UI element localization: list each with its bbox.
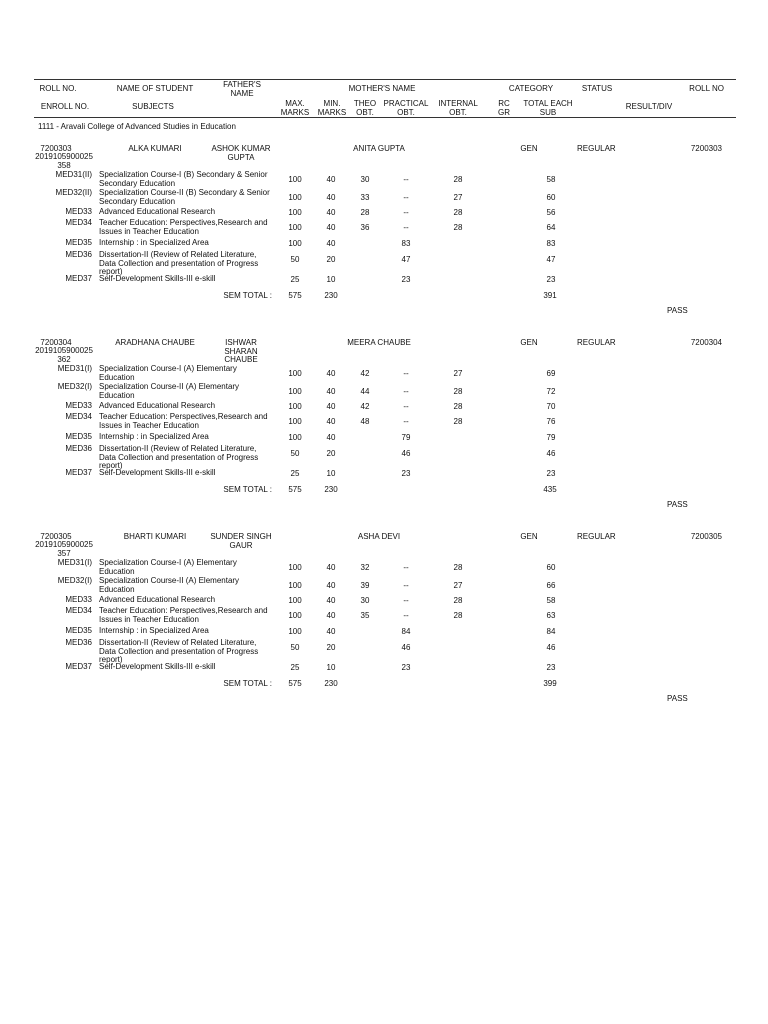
subject-name: Specialization Course-II (A) Elementary Education [99, 382, 240, 400]
subject-code: MED36 [65, 250, 92, 259]
subject-practical: -- [403, 611, 409, 620]
subject-name: Internship : in Specialized Area [99, 238, 209, 247]
subject-practical: -- [403, 596, 409, 605]
subject-max-marks: 100 [288, 239, 302, 248]
subject-total: 23 [546, 275, 556, 284]
subject-max-marks: 100 [288, 369, 302, 378]
subject-min-marks: 10 [326, 469, 336, 478]
student-category: GEN [520, 532, 538, 541]
student-enroll-no: 2019105900025 357 [35, 540, 93, 558]
subject-practical: -- [403, 387, 409, 396]
subject-theory: 35 [360, 611, 370, 620]
subject-code: MED32(I) [57, 576, 92, 585]
subject-name: Advanced Educational Research [99, 401, 216, 410]
subject-name: Self-Development Skills-III e-skill [99, 662, 216, 671]
subject-theory: 30 [360, 175, 370, 184]
subject-practical: -- [403, 369, 409, 378]
subject-min-marks: 40 [326, 581, 336, 590]
subject-internal: 28 [453, 611, 463, 620]
subject-name: Advanced Educational Research [99, 207, 216, 216]
subject-max-marks: 50 [290, 449, 300, 458]
subject-theory: 30 [360, 596, 370, 605]
college-name: 1111 - Aravali College of Advanced Studies in Education [38, 122, 236, 131]
subject-theory: 33 [360, 193, 370, 202]
header-theo-obt: THEO OBT. [353, 99, 377, 117]
subject-internal: 27 [453, 581, 463, 590]
subject-code: MED34 [65, 412, 92, 421]
student-mother-name: MEERA CHAUBE [347, 338, 411, 347]
subject-max-marks: 100 [288, 402, 302, 411]
header-name-of-student: NAME OF STUDENT [116, 84, 194, 93]
subject-min-marks: 20 [326, 449, 336, 458]
subject-total: 60 [546, 193, 556, 202]
subject-min-marks: 40 [326, 417, 336, 426]
subject-code: MED34 [65, 218, 92, 227]
student-enroll-no: 2019105900025 358 [35, 152, 93, 170]
header-enroll-no: ENROLL NO. [40, 102, 90, 111]
sem-min-total: 230 [324, 291, 338, 300]
subject-name: Internship : in Specialized Area [99, 432, 209, 441]
subject-total: 72 [546, 387, 556, 396]
subject-max-marks: 25 [290, 275, 300, 284]
subject-practical: -- [403, 193, 409, 202]
subject-code: MED34 [65, 606, 92, 615]
subject-practical: 23 [401, 663, 411, 672]
student-roll-no: 7200304 [40, 338, 72, 347]
subject-theory: 36 [360, 223, 370, 232]
subject-code: MED31(II) [55, 170, 92, 179]
subject-min-marks: 40 [326, 223, 336, 232]
subject-max-marks: 100 [288, 627, 302, 636]
subject-code: MED37 [65, 662, 92, 671]
subject-code: MED33 [65, 207, 92, 216]
subject-practical: -- [403, 402, 409, 411]
subject-code: MED31(I) [57, 364, 92, 373]
subject-theory: 32 [360, 563, 370, 572]
student-status: REGULAR [577, 338, 616, 347]
student-father-name: ISHWAR SHARAN CHAUBE [224, 338, 258, 364]
subject-min-marks: 10 [326, 663, 336, 672]
subject-max-marks: 100 [288, 611, 302, 620]
subject-code: MED35 [65, 432, 92, 441]
subject-internal: 28 [453, 402, 463, 411]
subject-min-marks: 10 [326, 275, 336, 284]
subject-min-marks: 40 [326, 563, 336, 572]
subject-practical: -- [403, 175, 409, 184]
subject-theory: 42 [360, 369, 370, 378]
subject-code: MED35 [65, 238, 92, 247]
subject-name: Teacher Education: Perspectives,Research and Issues in Teacher Education [99, 218, 268, 236]
subject-name: Dissertation-II (Review of Related Literature, Data Collection and presentation of Progress report) [99, 250, 259, 276]
header-result-div: RESULT/DIV [625, 102, 673, 111]
student-roll-no-right: 7200303 [690, 144, 722, 153]
student-father-name: SUNDER SINGH GAUR [210, 532, 272, 550]
subject-name: Teacher Education: Perspectives,Research and Issues in Teacher Education [99, 412, 268, 430]
subject-internal: 28 [453, 596, 463, 605]
subject-name: Internship : in Specialized Area [99, 626, 209, 635]
header-bottom-rule [34, 117, 736, 118]
header-fathers-name: FATHER'S NAME [223, 80, 261, 98]
subject-practical: -- [403, 208, 409, 217]
sem-total-label: SEM TOTAL : [223, 679, 272, 688]
header-subjects: SUBJECTS [132, 102, 174, 111]
student-mother-name: ASHA DEVI [357, 532, 401, 541]
sem-max-total: 575 [288, 485, 302, 494]
student-name: BHARTI KUMARI [123, 532, 187, 541]
subject-name: Teacher Education: Perspectives,Research and Issues in Teacher Education [99, 606, 268, 624]
header-roll-no: ROLL NO. [39, 84, 77, 93]
subject-practical: 83 [401, 239, 411, 248]
student-category: GEN [520, 338, 538, 347]
header-total-each-sub: TOTAL EACH SUB [523, 99, 573, 117]
subject-max-marks: 100 [288, 417, 302, 426]
subject-internal: 28 [453, 208, 463, 217]
subject-practical: 23 [401, 469, 411, 478]
subject-code: MED31(I) [57, 558, 92, 567]
subject-name: Specialization Course-II (A) Elementary Education [99, 576, 240, 594]
header-practical-obt: PRACTICAL OBT. [383, 99, 429, 117]
subject-total: 83 [546, 239, 556, 248]
subject-name: Dissertation-II (Review of Related Literature, Data Collection and presentation of Progress report) [99, 444, 259, 470]
student-status: REGULAR [577, 144, 616, 153]
subject-code: MED32(I) [57, 382, 92, 391]
subject-max-marks: 100 [288, 563, 302, 572]
subject-total: 60 [546, 563, 556, 572]
subject-max-marks: 50 [290, 255, 300, 264]
subject-min-marks: 40 [326, 239, 336, 248]
subject-min-marks: 40 [326, 627, 336, 636]
subject-total: 47 [546, 255, 556, 264]
sem-total-marks: 391 [543, 291, 557, 300]
student-father-name: ASHOK KUMAR GUPTA [211, 144, 271, 162]
header-max-marks: MAX. MARKS [280, 99, 310, 117]
student-category: GEN [520, 144, 538, 153]
subject-min-marks: 20 [326, 643, 336, 652]
subject-internal: 28 [453, 223, 463, 232]
subject-max-marks: 50 [290, 643, 300, 652]
sem-min-total: 230 [324, 679, 338, 688]
subject-name: Self-Development Skills-III e-skill [99, 274, 216, 283]
subject-max-marks: 100 [288, 223, 302, 232]
subject-internal: 28 [453, 175, 463, 184]
subject-max-marks: 100 [288, 387, 302, 396]
sem-total-label: SEM TOTAL : [223, 485, 272, 494]
subject-practical: 79 [401, 433, 411, 442]
subject-total: 56 [546, 208, 556, 217]
sem-max-total: 575 [288, 291, 302, 300]
student-roll-no: 7200303 [40, 144, 72, 153]
subject-total: 58 [546, 596, 556, 605]
subject-theory: 48 [360, 417, 370, 426]
header-rc-gr: RC GR [498, 99, 510, 117]
subject-max-marks: 100 [288, 596, 302, 605]
subject-name: Self-Development Skills-III e-skill [99, 468, 216, 477]
sem-total-label: SEM TOTAL : [223, 291, 272, 300]
subject-max-marks: 100 [288, 175, 302, 184]
subject-name: Specialization Course-I (A) Elementary Education [99, 558, 237, 576]
student-status: REGULAR [577, 532, 616, 541]
subject-internal: 28 [453, 387, 463, 396]
subject-code: MED33 [65, 401, 92, 410]
subject-total: 23 [546, 663, 556, 672]
subject-practical: 46 [401, 449, 411, 458]
subject-internal: 28 [453, 563, 463, 572]
header-roll-no-right: ROLL NO [689, 84, 724, 93]
subject-max-marks: 100 [288, 193, 302, 202]
student-name: ALKA KUMARI [128, 144, 182, 153]
subject-min-marks: 40 [326, 611, 336, 620]
subject-total: 84 [546, 627, 556, 636]
subject-name: Dissertation-II (Review of Related Literature, Data Collection and presentation of Progress report) [99, 638, 259, 664]
subject-practical: 84 [401, 627, 411, 636]
subject-practical: 23 [401, 275, 411, 284]
sem-total-marks: 399 [543, 679, 557, 688]
subject-practical: -- [403, 581, 409, 590]
subject-total: 63 [546, 611, 556, 620]
subject-max-marks: 25 [290, 663, 300, 672]
subject-practical: -- [403, 223, 409, 232]
subject-min-marks: 40 [326, 387, 336, 396]
subject-total: 70 [546, 402, 556, 411]
subject-code: MED32(II) [55, 188, 92, 197]
subject-code: MED36 [65, 444, 92, 453]
sem-max-total: 575 [288, 679, 302, 688]
sem-total-marks: 435 [543, 485, 557, 494]
subject-total: 23 [546, 469, 556, 478]
subject-name: Advanced Educational Research [99, 595, 216, 604]
sem-min-total: 230 [324, 485, 338, 494]
subject-min-marks: 20 [326, 255, 336, 264]
subject-theory: 39 [360, 581, 370, 590]
subject-practical: -- [403, 417, 409, 426]
header-category: CATEGORY [508, 84, 554, 93]
header-top-rule [34, 79, 736, 80]
subject-practical: 46 [401, 643, 411, 652]
subject-total: 64 [546, 223, 556, 232]
header-min-marks: MIN. MARKS [317, 99, 347, 117]
subject-total: 46 [546, 449, 556, 458]
subject-min-marks: 40 [326, 596, 336, 605]
header-mothers-name: MOTHER'S NAME [348, 84, 416, 93]
result-status: PASS [667, 694, 688, 703]
subject-min-marks: 40 [326, 369, 336, 378]
subject-code: MED37 [65, 468, 92, 477]
subject-total: 79 [546, 433, 556, 442]
subject-max-marks: 100 [288, 581, 302, 590]
subject-code: MED37 [65, 274, 92, 283]
subject-total: 58 [546, 175, 556, 184]
subject-min-marks: 40 [326, 402, 336, 411]
subject-theory: 44 [360, 387, 370, 396]
subject-practical: 47 [401, 255, 411, 264]
subject-max-marks: 100 [288, 208, 302, 217]
subject-total: 46 [546, 643, 556, 652]
subject-internal: 27 [453, 193, 463, 202]
subject-max-marks: 25 [290, 469, 300, 478]
subject-name: Specialization Course-II (B) Secondary & Senior Secondary Education [99, 188, 270, 206]
header-internal-obt: INTERNAL OBT. [438, 99, 478, 117]
subject-internal: 27 [453, 369, 463, 378]
subject-min-marks: 40 [326, 175, 336, 184]
subject-theory: 28 [360, 208, 370, 217]
student-roll-no-right: 7200304 [690, 338, 722, 347]
subject-max-marks: 100 [288, 433, 302, 442]
subject-code: MED35 [65, 626, 92, 635]
student-roll-no: 7200305 [40, 532, 72, 541]
subject-total: 66 [546, 581, 556, 590]
subject-internal: 28 [453, 417, 463, 426]
subject-name: Specialization Course-I (B) Secondary & Senior Secondary Education [99, 170, 268, 188]
subject-name: Specialization Course-I (A) Elementary Education [99, 364, 237, 382]
subject-min-marks: 40 [326, 193, 336, 202]
student-name: ARADHANA CHAUBE [115, 338, 195, 347]
header-status: STATUS [581, 84, 613, 93]
student-roll-no-right: 7200305 [690, 532, 722, 541]
subject-theory: 42 [360, 402, 370, 411]
subject-code: MED36 [65, 638, 92, 647]
subject-code: MED33 [65, 595, 92, 604]
subject-total: 76 [546, 417, 556, 426]
student-mother-name: ANITA GUPTA [353, 144, 405, 153]
student-enroll-no: 2019105900025 362 [35, 346, 93, 364]
subject-min-marks: 40 [326, 208, 336, 217]
result-status: PASS [667, 306, 688, 315]
subject-min-marks: 40 [326, 433, 336, 442]
subject-practical: -- [403, 563, 409, 572]
result-status: PASS [667, 500, 688, 509]
subject-total: 69 [546, 369, 556, 378]
